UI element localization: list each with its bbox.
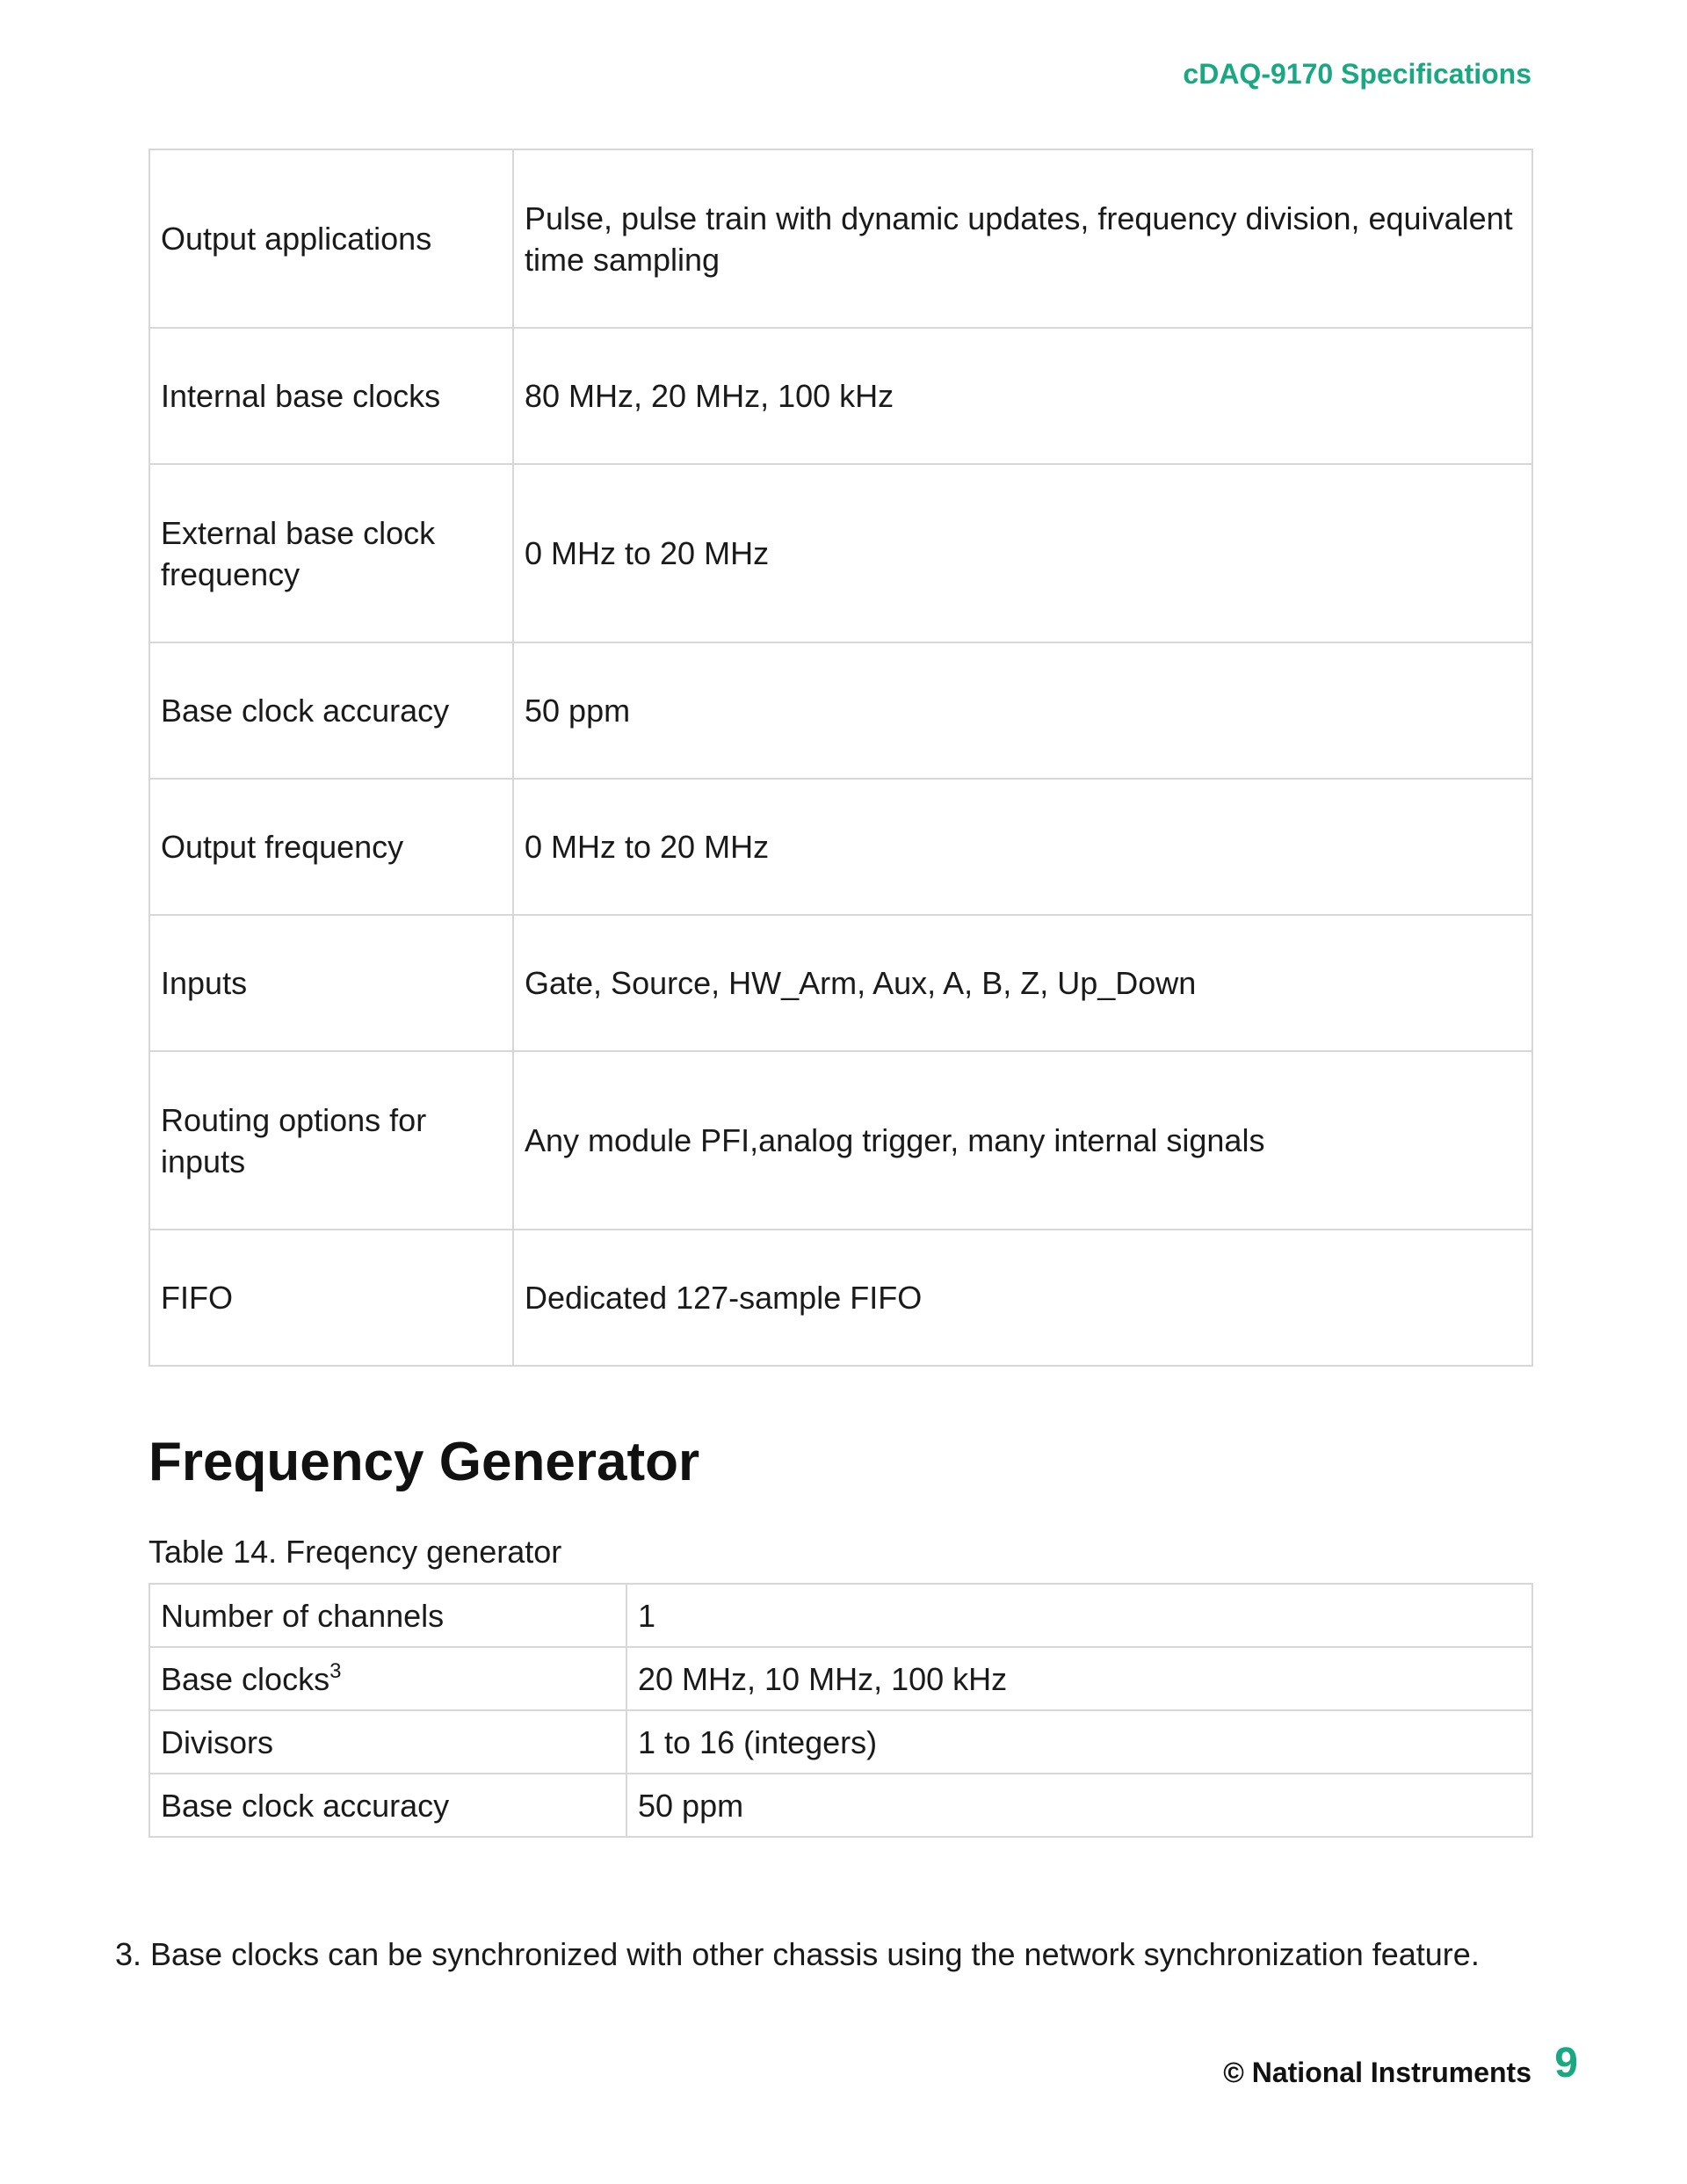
frequency-generator-table (148, 1583, 1533, 1838)
spec-value: Any module PFI,analog trigger, many internal signals (513, 1051, 1532, 1230)
spec-label: Output applications (149, 149, 513, 328)
spec-label: Output frequency (149, 779, 513, 915)
table-row (149, 1647, 1532, 1710)
table-row (149, 642, 1532, 779)
spec-label (149, 1584, 626, 1647)
spec-value: 0 MHz to 20 MHz (513, 779, 1532, 915)
page-number: 9 (1554, 2040, 1578, 2086)
spec-label: FIFO (149, 1230, 513, 1366)
table-row (149, 149, 1532, 328)
spec-label: Base clock accuracy (149, 642, 513, 779)
section-heading: Frequency Generator (148, 1432, 700, 1492)
spec-label: Internal base clocks (149, 328, 513, 464)
spec-value: Dedicated 127-sample FIFO (513, 1230, 1532, 1366)
table-row (149, 1584, 1532, 1647)
footnote: 3. Base clocks can be synchronized with other chassis using the network synchronization feature. (115, 1936, 1480, 1972)
table-row (149, 328, 1532, 464)
spec-label (149, 1774, 626, 1837)
spec-value: Pulse, pulse train with dynamic updates, frequency division, equivalent time sampling (513, 149, 1532, 328)
table-caption: Table 14. Freqency generator (148, 1534, 562, 1570)
spec-value: 80 MHz, 20 MHz, 100 kHz (513, 328, 1532, 464)
spec-value: 20 MHz, 10 MHz, 100 kHz (626, 1647, 1532, 1710)
spec-value: 50 ppm (513, 642, 1532, 779)
spec-label (149, 1647, 626, 1710)
spec-value: 1 (626, 1584, 1532, 1647)
table-row (149, 1230, 1532, 1366)
counter-spec-table (148, 149, 1533, 1367)
spec-value: Gate, Source, HW_Arm, Aux, A, B, Z, Up_Down (513, 915, 1532, 1051)
table-row (149, 1051, 1532, 1230)
spec-value: 50 ppm (626, 1774, 1532, 1837)
table-row (149, 779, 1532, 915)
spec-label (149, 1710, 626, 1774)
table-row (149, 1710, 1532, 1774)
table-row (149, 915, 1532, 1051)
spec-value: 1 to 16 (integers) (626, 1710, 1532, 1774)
spec-label-text: Base clocks (161, 1660, 330, 1697)
running-header: cDAQ-9170 Specifications (1183, 58, 1531, 90)
spec-label-text: Divisors (161, 1723, 274, 1760)
table-row (149, 1774, 1532, 1837)
spec-value: 0 MHz to 20 MHz (513, 464, 1532, 642)
footer-copyright: © National Instruments (1223, 2057, 1531, 2088)
spec-label-text: Number of channels (161, 1597, 445, 1634)
spec-label: Inputs (149, 915, 513, 1051)
footnote-reference[interactable]: 3 (329, 1658, 342, 1683)
spec-label-text: Base clock accuracy (161, 1787, 450, 1824)
table-row (149, 464, 1532, 642)
spec-label: Routing options for inputs (149, 1051, 513, 1230)
spec-label: External base clock frequency (149, 464, 513, 642)
